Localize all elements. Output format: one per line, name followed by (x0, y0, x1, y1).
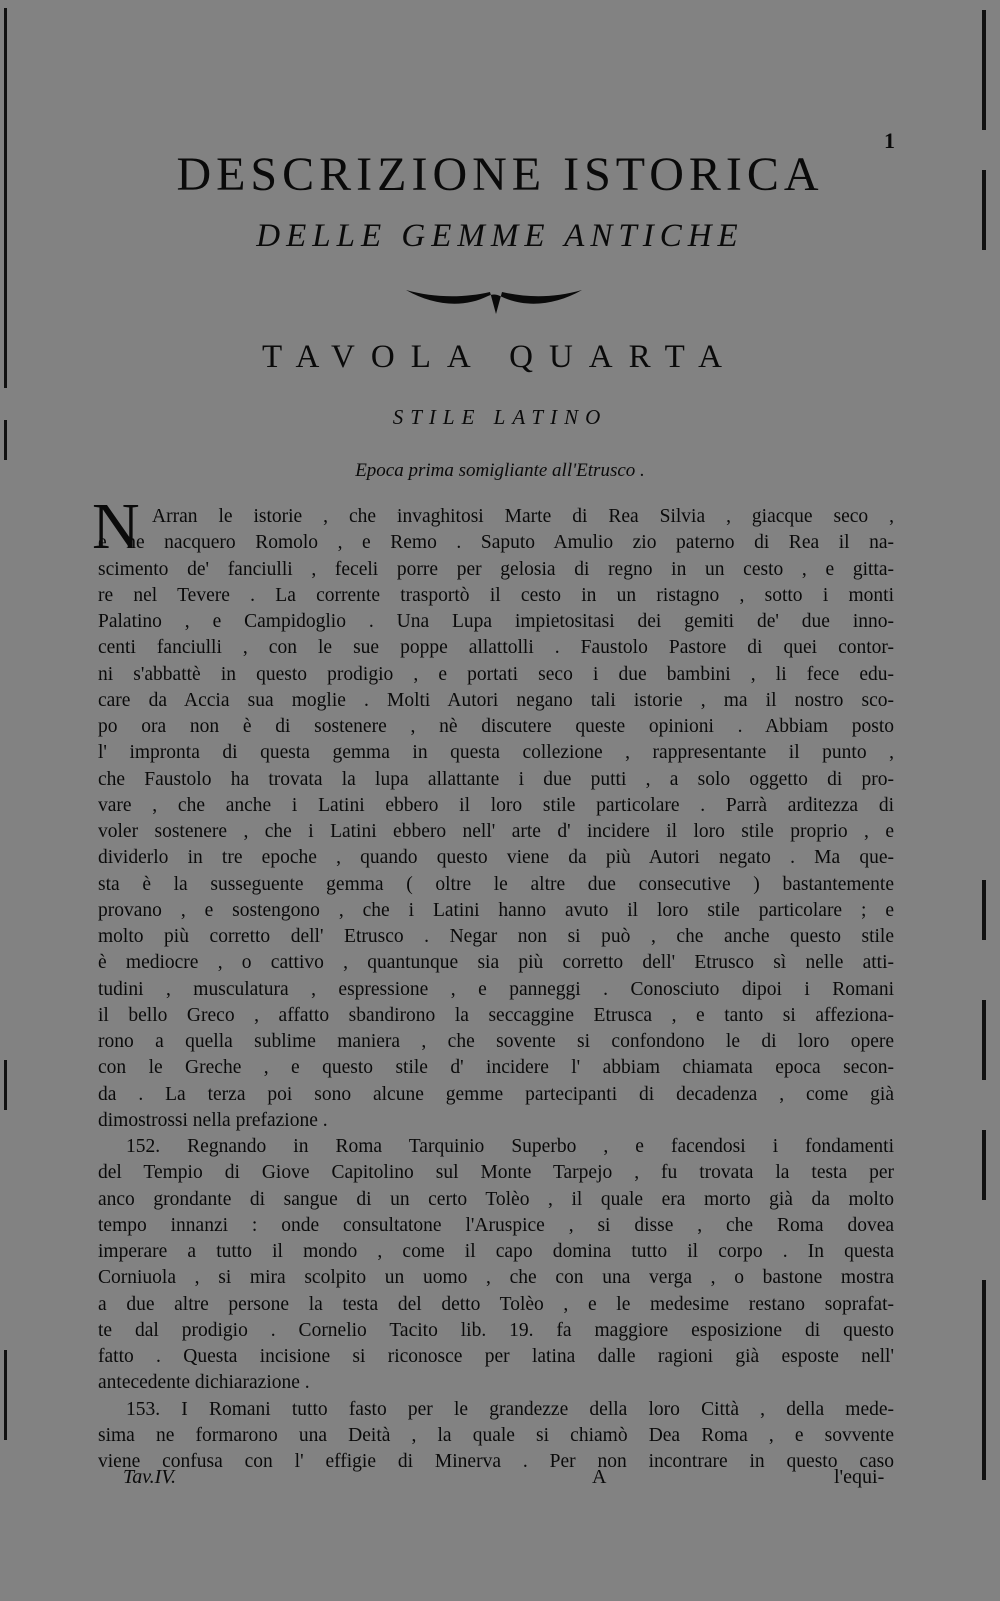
text-line: imperare a tutto il mondo , come il capo domina tutto il corpo . In questa (98, 1241, 894, 1262)
text-line: dimostrossi nella prefazione . (98, 1109, 328, 1131)
ornament-flourish-icon (404, 284, 584, 324)
page-title: DESCRIZIONE ISTORICA (176, 148, 824, 201)
text-line: 153. I Romani tutto fasto per le grandezze della loro Città , della mede- (126, 1398, 894, 1420)
text-line: Arran le istorie , che invaghitosi Marte di Rea Silvia , giacque seco , (152, 506, 894, 527)
text-line: che Faustolo ha trovata la lupa allattante i due putti , a solo oggetto di pro- (98, 768, 894, 790)
text-line: dividerlo in tre epoche , quando questo viene da più Autori negato . Ma que- (98, 847, 894, 869)
text-line: tudini , musculatura , espressione , e panneggi . Conosciuto dipoi i Romani (98, 978, 894, 1000)
footer-signature-mark: A (592, 1466, 607, 1488)
text-line: a due altre persone la testa del detto Tolèo , e le medesime restano soprafat- (98, 1293, 894, 1315)
text-line: e ne nacquero Romolo , e Remo . Saputo Amulio zio paterno di Rea il na- (98, 532, 894, 554)
text-line: voler sostenere , che i Latini ebbero nell' arte d' incidere il loro stile proprio , e (98, 821, 894, 842)
body-text (92, 490, 894, 1475)
text-line: centi fanciulli , con le sue poppe allattolli . Faustolo Pastore di quei contor- (98, 637, 894, 659)
text-line: scimento de' fanciulli , feceli porre per gelosia di regno in un cesto , e gitta- (98, 558, 894, 580)
text-line: del Tempio di Giove Capitolino sul Monte Tarpejo , fu trovata la testa per (98, 1162, 894, 1184)
text-line: vare , che anche i Latini ebbero il loro stile particolare . Parrà arditezza di (98, 794, 894, 816)
text-line: re nel Tevere . La corrente trasportò il cesto in un ristagno , sotto i monti (98, 584, 894, 606)
page-number: 1 (884, 128, 895, 153)
text-line: ni s'abbattè in questo prodigio , e portati seco i due bambini , li fece edu- (98, 663, 894, 685)
text-line: molto più corretto dell' Etrusco . Negar non si può , che anche questo stile (98, 926, 894, 947)
text-line: sta è la susseguente gemma ( oltre le altre due consecutive ) bastantemente (98, 873, 894, 895)
text-line: viene confusa con l' effigie di Minerva . Per non incontrare in questo caso (98, 1451, 894, 1472)
page-footer (0, 1466, 1000, 1496)
text-line: Corniuola , si mira scolpito un uomo , che con una verga , o bastone mostra (98, 1267, 894, 1289)
text-line: po ora non è di sostenere , nè discutere queste opinioni . Abbiam posto (98, 716, 894, 737)
text-line: Palatino , e Campidoglio . Una Lupa impietositasi dei gemiti de' due inno- (98, 611, 894, 632)
text-line: fatto . Questa incisione si riconosce per latina dalle ragioni già esposte nell' (98, 1346, 894, 1367)
text-line: da . La terza poi sono alcune gemme partecipanti di decadenza , come già (98, 1083, 894, 1105)
text-line: il bello Greco , affatto sbandirono la seccaggine Etrusca , e tanto si affeziona- (98, 1004, 894, 1026)
page-subtitle: DELLE GEMME ANTICHE (256, 218, 744, 254)
text-line: te dal prodigio . Cornelio Tacito lib. 19. fa maggiore esposizione di questo (98, 1319, 894, 1341)
drop-cap: N (92, 490, 140, 563)
text-line: l' impronta di questa gemma in questa collezione , rappresentante il punto , (98, 742, 894, 764)
text-line: care da Accia sua moglie . Molti Autori negano tali istorie , ma il nostro sco- (98, 689, 894, 711)
epoch-heading: Epoca prima somigliante all'Etrusco . (355, 460, 645, 481)
text-line: provano , e sostengono , che i Latini hanno avuto il loro stile particolare ; e (98, 899, 894, 921)
text-line: è mediocre , o cattivo , quantunque sia più corretto dell' Etrusco sì nelle atti- (98, 952, 894, 974)
footer-plate-ref: Tav.IV. (123, 1466, 176, 1488)
text-line: antecedente dichiarazione . (98, 1372, 310, 1394)
text-line: rono a quella sublime maniera , che sovente si confondono le di loro opere (98, 1031, 894, 1052)
style-heading: STILE LATINO (392, 405, 608, 429)
footer-catchword: l'equi- (834, 1466, 885, 1488)
plate-heading: TAVOLA QUARTA (261, 339, 739, 375)
text-line: con le Greche , e questo stile d' incidere l' abbiam chiamata epoca secon- (98, 1057, 894, 1079)
text-line: 152. Regnando in Roma Tarquinio Superbo , e facendosi i fondamenti (126, 1136, 894, 1157)
text-line: tempo innanzi : onde consultatone l'Aruspice , si disse , che Roma dovea (98, 1214, 894, 1236)
text-line: anco grondante di sangue di un certo Tolèo , il quale era morto già da molto (98, 1188, 894, 1210)
text-line: sima ne formarono una Deità , la quale si chiamò Dea Roma , e sovvente (98, 1424, 894, 1446)
